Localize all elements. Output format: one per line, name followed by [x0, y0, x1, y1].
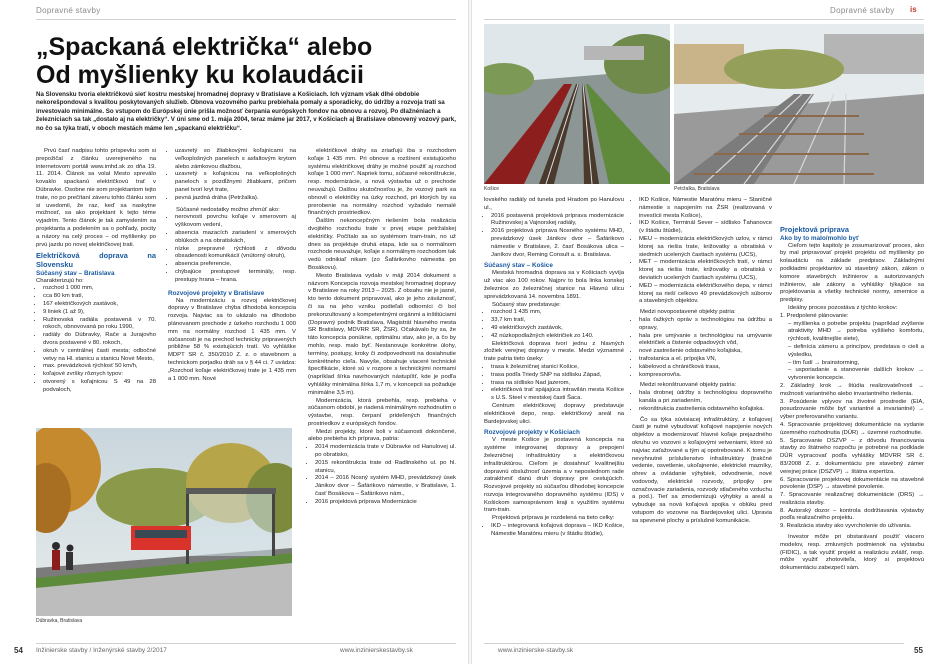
- kosice-characteristics-list: [484, 309, 624, 340]
- page-number: 54: [14, 646, 23, 655]
- body-paragraph: Mesto Bratislava vydalo v máji 2014 dokument s názvom Koncepcia rozvoja mestskej hromadnej dopravy v Bratislave na roky 2013 – 2025. Z obsahu nie je jasné, kto tento dokument pripravoval, ako je jeho záväznosť, či sa na jeho vzniku podieľali odborníci či bol prekonzultovaný s kompetentnými orgánmi a inštitúciami (Dopravný podnik Bratislava, Magistrát hlavného mesta SR Bratislavy, MDVRR SR, ŽSR). Očakávalo by sa, že táto koncepcia ponúkne, optimálnu stav, ako je, a čo by mohlo, resp. malo byť. Nestanovuje konkrétne úlohy, termíny, postupy, kroky či zodpovednosti na dosiahnutie konkrétneho cieľa. Navyše, obsahuje viaceré technické špecifikácie, ktoré sú v rozpore s technickými normami (napríklad šírka navrhovaných nástupíšť, kde je podľa vyhlášky minimálna šírka 1,7 m, v koncepcii sa požaduje minimálne 3,5 m).: [308, 272, 456, 396]
- body-paragraph: Investor môže pri obstarávaní použiť viacero modelov, resp. zmluvných podmienok na výstavbu (FIDIC), a tak využiť projekt a realizáciu zvlášť, resp. môže využiť zhotoviteľa, ktorý si projektovú dokumentáciu zabezpečí sám.: [780, 534, 924, 572]
- list-item: • kompresorovňa.: [639, 372, 772, 380]
- process-step: 6. Spracovanie projektovej dokumentácie na stavebné povolenie (DSP) → stavebné povolenie.: [780, 476, 924, 491]
- projects-list-continued: [484, 213, 624, 260]
- list-item: • 33,7 km tratí,: [491, 317, 624, 325]
- project-units-list: [484, 523, 624, 539]
- shortcomings-list: [168, 214, 296, 284]
- list-item: • trafostanica a el. prípojka VN,: [639, 356, 772, 364]
- body-paragraph: Električková doprava tvorí jednu z hlavných zložiek verejnej dopravy v meste. Medzi významné trate patria tieto úseky:: [484, 340, 624, 363]
- list-item: • absencia preferencie,: [175, 261, 296, 269]
- section-header: Dopravné stavby: [36, 6, 101, 15]
- bratislava-characteristics-list: [36, 285, 156, 394]
- list-item: • električková trať spájajúca intravilán mesta Košice s U.S. Steel v mestskej časti Šaca.: [491, 387, 624, 403]
- reconstructed-buildings-list: [632, 390, 772, 413]
- left-column-3: [308, 148, 456, 507]
- development-paragraph: Na modernizáciu a rozvoj električkovej dopravy v Bratislave chýba dlhodobá koncepcia rozvoja. Najviac sa to ukázalo na dlhodobo plánovanom prechode z úzkeho rozchodu 1 000 mm na normálny rozchod 1 435 mm. V súčasnosti je na prechod technicky pripravených približne 58 % existujúcich tratí. Vo vyhláške MDPT SR č. 350/2010 Z. z. o stavebnom a technickom porjadku dráh sa v § 44 ci. 7 uvádza: „Rozchod koľaje električkovej trate je 1 435 mm a 1 000 mm. Nové: [168, 297, 296, 382]
- list-item: • 2016 projektová príprava Nosného systému MHD, prevádzkový úsek Jánikov dvor – Šafárikovo námestie v Bratislave, 2. časť Bosákova ulica – Janíkov dvor, Reming Consult a. s. Bratislava.: [491, 228, 624, 259]
- project-units-list-continued: [632, 197, 772, 306]
- list-item: • kábelovod a chráničková trasa,: [639, 364, 772, 372]
- list-item: • Ružinovská radiála postavená v 70. rokoch, obnovovaná po roku 1990,: [43, 317, 156, 333]
- body-paragraph: Súčasný stav predstavuje:: [492, 301, 561, 308]
- footer-issue: 2/2017: [146, 647, 167, 654]
- track-types-list: [168, 148, 296, 203]
- characteristics-label: Charakterizujú ho:: [36, 277, 84, 284]
- list-item: • hala pre umývanie s technológiou na umývanie električiek a čistenie odpadových vôd,: [639, 333, 772, 349]
- list-item: • nerovnosti povrchu koľaje v smerovom aj výškovom vedení,: [175, 214, 296, 230]
- body-paragraph: Cieľom tejto kapitoly je zosumarizovať proces, ako by mal pripravovať projekt projektu od myšlienky po kolaudáciu na základe predpisov. Základnými podkladmi projektantov sú stavebný zákon, zákon o komore stavebných inžinierov a autorizovaných inžinierov, ale zákony a vyhlášky týkajúce sa projektovania a všetky technické normy, smernice a predpisy.: [780, 242, 924, 304]
- section-heading-development-bratislava: Rozvojové projekty v Bratislave: [168, 289, 265, 297]
- list-item: • 2016 projektová príprava Modernizácie: [315, 499, 456, 507]
- list-item: • trasa podľa Triedy SNP na sídlisku Západ,: [491, 372, 624, 380]
- dubravka-tram-stop-photo: [36, 428, 292, 616]
- list-item: • MET – modernizácia električkových tratí, v rámci ktorej sa riešia trate, križovatky a obratiská v deviatich ucelených častiach systému (UCS),: [639, 259, 772, 282]
- title-line-1: „Spackaná električka“ alebo: [36, 33, 373, 61]
- process-substep: – myšlienka o potrebe projektu (napríklad zvýšenie atraktivity MHD → potreba vyššieho komfortu, rýchlosti, kvalitnejšie siete),: [788, 320, 924, 343]
- petrzalka-track-photo: [674, 24, 924, 184]
- footer-website: www.inzinierske-stavby.sk: [498, 647, 574, 654]
- list-item: • 2014 modernizácia trate v Dúbravke od Hanulovej ul. po obratisko,: [315, 444, 456, 460]
- body-paragraph: Ideálny proces pozostáva z týchto krokov:: [788, 304, 898, 311]
- body-paragraph: Medzi projekty, ktoré boli v súčasnosti dokončené, alebo prebieha ich príprava, patria:: [308, 428, 456, 443]
- body-paragraph: V meste Košice je postavená koncepcia na systéme integrovanej dopravy a prepojení železničnej infraštruktúry s električkovou infraštruktúrou. Cieľom je dosiahnuť kvalitnejšiu dopravnú obslužnosť územia a v neposlednom rade zatraktívniť danú druh dopravy pre cestujúcich. Rozvojové projekty sú súčasťou dlhodobej koncepcie rozvoja integrovaného dopravného systému (IDS) v Košickom samosprávnom kraji s využitím systému tram-train.: [484, 437, 624, 514]
- shortcomings-intro: Súčasné nedostatky možno zhrnúť ako:: [176, 206, 280, 213]
- footer-magazine: [36, 647, 167, 654]
- process-step: 3. Posúdenie vplyvov na životné prostredie (EIA, posudzovanie môže byť variantné a invariantné) → výber preferovaného variantu.: [780, 398, 924, 421]
- process-step: 8. Autorský dozor – kontrola dodržiavania výstavby podľa realizačného projektu.: [780, 507, 924, 522]
- list-item: • 2014 – 2016 Nosný systém MHD, prevádzkový úsek Jánikov dvor – Šafárikovo námestie, v Bratislave, 1. časť Bosákova – Šafárikovo nám.,: [315, 475, 456, 498]
- body-paragraph: Modernizácia, ktorá prebehla, resp. prebieha v súčasnom období, je riadená minimálnym rozhodnutím o výstavbe, resp. čerpaní prideľených finančných prostriedkov z európskych fondov.: [308, 397, 456, 427]
- list-item: • rekonštrukcia zastrešenia odstavného koľajiska.: [639, 406, 772, 414]
- list-item: • absencia mazacích zariadení v smerových oblúkoch a na obratiskách,: [175, 230, 296, 246]
- list-item: • rozchod 1 435 mm,: [491, 309, 624, 317]
- list-item: • koľajové zvršky rôznych typov:: [43, 371, 156, 379]
- body-paragraph: Medzi novopostavené objekty patria:: [640, 309, 736, 316]
- lead-paragraph: Na Slovensku tvoria električkovú sieť kostru mestskej hromadnej dopravy v Bratislave a Košiciach. Ich význam však dlhé obdobie nekorešpondoval s kvalitou poskytovaných služieb. Obnova vozovného parku prebiehala pomaly a sporadicky, do údržby a rozvoja tratí sa investovalo minimálne. So vstupom do Európskej únie prišla možnosť čerpania európskych fondov na obnovu a rozvoj. Po dlažnéniach a železniciach sa tak „dostalo aj na električky“. V úni sme od 1. mája 2004, teraz máme jar 2017, v Košiciach aj Bratislave obnovený vozový park, no čo sa týka tratí, v oboch mestách máme len „spackanú električku“.: [36, 91, 456, 132]
- section-heading: Električková doprava na Slovensku: [36, 251, 156, 269]
- list-item: • pevná jazdná dráha (Petržalka).: [175, 195, 296, 203]
- process-step: 4. Spracovanie projektovej dokumentácie na vydanie územného rozhodnutia (DÚR) → územné rozhodnutie.: [780, 421, 924, 436]
- process-substep: – definícia zámeru a princípov, predstava o cieli a výsledku,: [788, 343, 924, 358]
- process-substep: – tím ľudí → brainstorming,: [788, 359, 860, 366]
- intro-paragraph: Prvú časť nadpisu tohto príspevku som si prepožičal z článku uverejneného na internetovom portáli www.imhd.sk zo dňa 19. 11. 2014. Článok sa volal Mesto spreválo kovaklo spackanú električkovú trať v Dúbravke. Osobne nie som projektantom tejto trate, no po prečítaní záveru tohto článku som si uvedomil, že raz, keď sa naskytne možnosť, sa ako projektant k tejto téme vyjadrím. Tento článok je tak zamyslením sa projektanta a podelením sa o pohľady, pocity a názory na celý proces – od myšlienky po prvú jazdu po novej električkovej trati.: [36, 148, 156, 248]
- list-item: • nízke prepravné rýchlosti z dôvodu obsadenosti komunikácií (vnútorný okruh),: [175, 246, 296, 262]
- list-item: • 2016 postavená projektová príprava modernizácie Ružinovskej a Vajnorskej radiály,: [491, 213, 624, 229]
- list-item: • 167 električkových zastávok,: [43, 301, 156, 309]
- list-item: • 2015 rekonštrukcia trate od Radlinského ul. po hl. stanicu,: [315, 460, 456, 476]
- list-item: • MEU – modernizácia električkových uzlov, v rámci ktorej sa riešia trate, križovatky a obratiská v siedmich ucelených častiach systému (UCS),: [639, 236, 772, 259]
- process-step: 5. Spracovanie DSZVP – z dôvodu financovania stavby zo štátneho rozpočtu je potrebné na podklade DÚR vypracovať podľa vyhlášky MDVRR SR č. 83/2008 Z. z. dokumentáciu pre stavebný zámer verejnej práce (DSZVP) → štátna expertíza.: [780, 437, 924, 475]
- list-item: • cca 80 km tratí,: [43, 293, 156, 301]
- page-number: 55: [914, 646, 923, 655]
- process-steps-list: [780, 313, 924, 531]
- list-item: • nové zastrešenie odstavného koľajiska,: [639, 348, 772, 356]
- body-paragraph: Centrum električkovej dopravy predstavuje električkové depo, resp. električkový areál na Bardejovskej ulici.: [484, 402, 624, 425]
- subsection-heading: Ako by to malo/mohlo byť: [780, 234, 860, 242]
- process-step: 2. Základný krok → štúdia realizovateľnosti → možnosti variantného alebo invariantného riešenia.: [780, 382, 924, 397]
- list-item: • chýbajúce prestupové terminály, resp. prestupy hrana – hrana.: [175, 269, 296, 285]
- footer-magazine-title: Inžinierske stavby / Inženýrské stavby: [36, 647, 146, 654]
- list-item: • IKD – integrovaná koľajová doprava – IKD Košice, Námestie Maratónu mieru (v štádiu štúdie),: [491, 523, 624, 539]
- process-substep: – usporiadanie a stanovenie dalších krokov → vytvorenie koncepcie.: [788, 367, 924, 382]
- header-divider: [484, 19, 924, 20]
- process-step: 7. Spracovanie realizačnej dokumentácie (DRS) → realizácia stavby.: [780, 492, 924, 506]
- body-paragraph: Mestská hromadná doprava sa v Košiciach vyvíja už viac ako 100 rokov. Najprv to bola linka konskej železnice zo železničnej stanice na Hlavnú ulicu sprevádzkovaná 14. novembra 1891.: [484, 270, 624, 300]
- subsection-heading: Súčasný stav – Bratislava: [36, 269, 115, 277]
- list-item: • max. prevádzková rýchlosť 50 km/h,: [43, 363, 156, 371]
- section-heading-development-kosice: Rozvojové projekty v Košiciach: [484, 429, 580, 437]
- magazine-logo: is: [910, 5, 917, 14]
- list-item: • uzavretý s koľajnicou na veľkoplošných paneloch s pozdĺžnymi žliabkami, pričom panel tvorí kryt trate,: [175, 171, 296, 194]
- list-item: • trasa k železničnej stanici Košice,: [491, 364, 624, 372]
- body-paragraph: Projektová príprava je rozdelená na tieto celky:: [492, 515, 615, 522]
- left-column-2: [168, 148, 296, 383]
- process-step: 9. Realizácia stavby ako vyvrcholenie do užívania.: [780, 523, 912, 530]
- article-title: [36, 33, 456, 89]
- footer-divider: [36, 643, 456, 644]
- body-paragraph: Ďalším nekoncepčným riešením bola realizácia dvojitého rozchodu trate v prvej etape petržalskej električky. Počítalo sa so systémom tram-train, no už dnes sa projektuje druhá etapa, kde sa o normálnom rozchode neuvažuje, koľaje s normálnym rozchodom tak vedú odnikiaľ nikam (zo Šafárikovho námestia po Bosákovu).: [308, 218, 456, 271]
- title-line-2: Od myšlienky ku kolaudácii: [36, 61, 364, 89]
- left-column-1: [36, 148, 156, 395]
- list-item: • 42 núzkopodlažných električiek zo 140.: [491, 333, 624, 341]
- photo-caption-kosice: Košice: [484, 186, 500, 192]
- list-item: • hala drobnej údržby s technológiou dopravného kanála a pri zariadením,: [639, 390, 772, 406]
- new-buildings-list: [632, 317, 772, 379]
- footer-website: www.inzinierskestavby.sk: [340, 647, 413, 654]
- process-step: 1. Predpolené plánovanie:: [780, 312, 849, 319]
- list-item: • uzavretý so žliabkovými koľajnicami na veľkoplošných panelech s asfaltovým krytom alebo zámkovou dlažbou,: [175, 148, 296, 171]
- header-divider: [36, 19, 456, 20]
- list-item: • 9 liniek (1 až 9),: [43, 309, 156, 317]
- photo-caption-petrzalka: Petržalka, Bratislava: [674, 186, 720, 192]
- right-page: [470, 0, 940, 664]
- body-paragraph: lovského radiály od tunela pod Hradom po Hanulovu ul.,: [484, 197, 624, 211]
- kosice-routes-list: [484, 364, 624, 403]
- list-item: • MED – modernizácia električkového depa, v rámci ktorej sa rieší celkovo 49 prevádzkových súborov a stavebných objektov.: [639, 283, 772, 306]
- list-item: • IKD Košice, Námestie Maratónu mieru – Staničné námestie s napojením na ŽSR (realizovaná v investícii mesta Košice),: [639, 197, 772, 220]
- right-column-1: [484, 197, 624, 539]
- right-column-2: [632, 197, 772, 526]
- section-heading-project-preparation: Projektová príprava: [780, 225, 850, 234]
- list-item: • otvorený s koľajnicou S 49 na 28 podvaloch,: [43, 379, 156, 395]
- photo-caption-dubravka: Dúbravka, Bratislava: [36, 618, 83, 624]
- body-paragraph: Medzi rekonštruované objekty patria:: [640, 382, 737, 389]
- right-column-3: [780, 226, 924, 573]
- list-item: • rozchod 1 000 mm,: [43, 285, 156, 293]
- list-item: • IKD Košice, Terminál Sever – sídlisko Ťahanovce (v štádiu štúdie),: [639, 220, 772, 236]
- subsection-heading-kosice: Súčasný stav – Košice: [484, 262, 553, 270]
- projects-list: [308, 444, 456, 506]
- body-paragraph: električkové dráhy sa zriaďujú iba s rozchodom koľaje 1 435 mm. Pri obnove a rozšírení existujúceho systému električkovej dráhy je možné použiť aj rozchod koľaje 1 000 mm“. Napriek tomu, súčasné rekonštrukcie, resp. modernizácie, a nová výstavba už o prechode neuvažujú. Dalšou skutočnosťou je, že vozový park sa obnovil o električky na úzky rozchod, pri ktorých by sa prerobenie na normálny rozchod vyžadalo nemalé finančných prostriedkov.: [308, 148, 456, 217]
- list-item: • 49 električkových zastávok,: [491, 325, 624, 333]
- kosice-track-photo: [484, 24, 670, 184]
- list-item: • okruh v centrálnej časti mesta; odbočné vetvy na Hl. stanicu a stanicu Nové Mesto,: [43, 348, 156, 364]
- body-paragraph: Čo sa týka súvisiacej infraštruktúry, z koľajovej časti je nutné vybudovať koľajové napojenie nových objektov a modernizovať hlavné koľaje prejazdného okruhu vo vozovni s koľajovými vetveniami, ktoré sú najviac zaťažované a tým aj opotrebované. K tomu je nevyhnutné príslušenstvo infraštruktúry (trakčné vedenie, osvetlenie, ukoľajnenie, elektrické mazníky, ohrev a ovládanie výhybiek, odvodnenie, nové vodovody, elektrické rozvody, prípojky pre označovacie zariadenia, rozvody stlačeného vzduchu a pod.). Tieť sa zmodernizujú výhybky a areál a vybuduje sa nová koľajová spojka v oblúku pred vstupom do vozovne na Bardejovskej ulici. Upravia sa spevnené plochy a príslušné komunikácie.: [632, 416, 772, 524]
- list-item: • hala ťažkých opráv s technológiou na údržbu a opravy,: [639, 317, 772, 333]
- section-header: Dopravné stavby: [830, 6, 895, 15]
- list-item: • radiály do Dúbravky, Rače a Jurajovho dvora postavené v 80. rokoch,: [43, 332, 156, 348]
- list-item: • trasa na sídlisko Nad jazerom,: [491, 380, 624, 388]
- footer-divider: [484, 643, 904, 644]
